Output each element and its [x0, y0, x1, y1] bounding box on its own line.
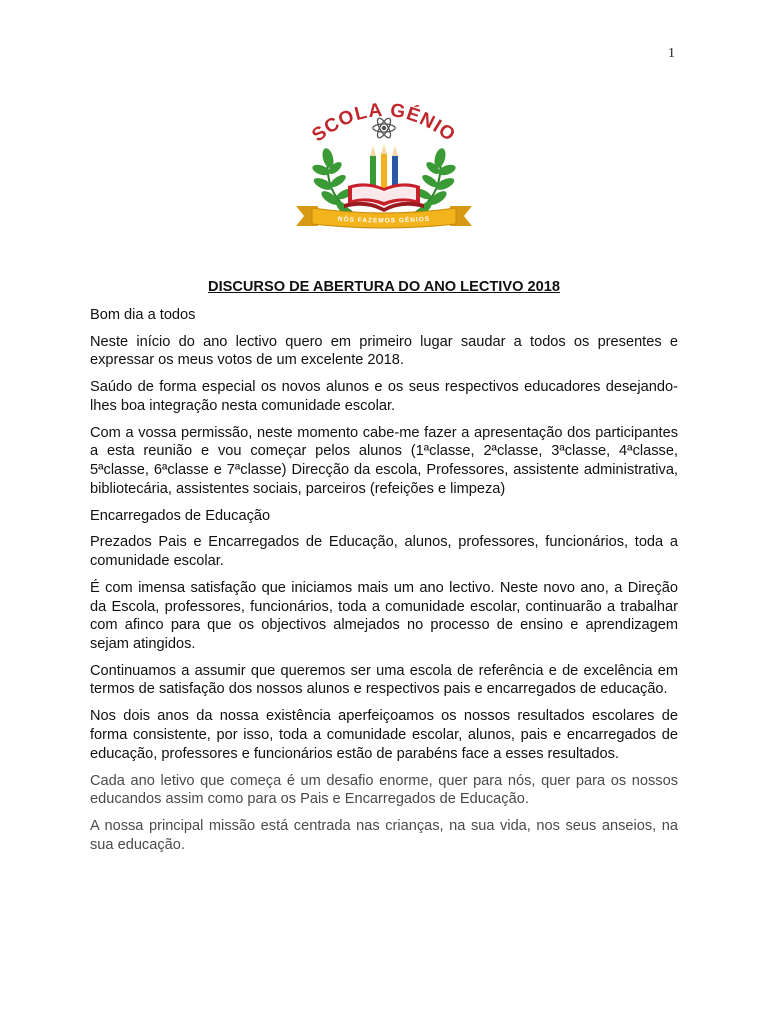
paragraph-participants: Com a vossa permissão, neste momento cabe-me fazer a apresentação dos participantes a esta reunião e vou começar pelos alunos (1ªclasse, 2ªclasse, 3ªclasse, 4ªclasse, 5ªclasse, 6ªclasse e 7ªclasse) Direcção da escola, Professores, assistente administrativa, bibliotecária, assistentes sociais, parceiros (refeições e limpeza) [90, 424, 678, 497]
logo-name-text: SCOLA GÉNIO [308, 99, 460, 147]
school-logo [288, 94, 480, 234]
pencils-icon [370, 144, 398, 190]
logo-banner-text: NÓS FAZEMOS GÉNIOS [337, 215, 431, 225]
paragraph-reference: Continuamos a assumir que queremos ser uma escola de referência e de excelência em termos de satisfação dos nossos alunos e respectivos pais e encarregados de educação. [90, 662, 678, 698]
document-title: DISCURSO DE ABERTURA DO ANO LECTIVO 2018 [208, 279, 560, 295]
paragraph-address: Prezados Pais e Encarregados de Educação, alunos, professores, funcionários, toda a comunidade escolar. [90, 534, 678, 570]
paragraph-welcome: Neste início do ano lectivo quero em primeiro lugar saudar a todos os presentes e expressar os meus votos de um excelente 2018. [90, 333, 678, 369]
paragraph-new-students: Saúdo de forma especial os novos alunos e os seus respectivos educadores desejando-lhes boa integração nesta comunidade escolar. [90, 379, 678, 414]
document-body [90, 278, 678, 863]
paragraph-new-year: É com imensa satisfação que iniciamos mais um ano lectivo. Neste novo ano, a Direção da Escola, professores, funcionários, toda a comunidade escolar, continuarão a trabalhar com afinco para que os objectivos almejados no processo de ensino e aprendizagem sejam atingidos. [90, 580, 678, 652]
paragraph-challenge: Cada ano letivo que começa é um desafio enorme, quer para nós, quer para os nossos educandos assim como para os Pais e Encarregados de Educação. [90, 772, 678, 808]
paragraph-greeting: Bom dia a todos [90, 306, 196, 323]
paragraph-results: Nos dois anos da nossa existência aperfeiçoamos os nossos resultados escolares de forma consistente, por isso, toda a comunidade escolar, alunos, pais e encarregados de educação, professores e funcionários estão de parabéns face a esses resultados. [90, 708, 678, 762]
paragraph-mission: A nossa principal missão está centrada nas crianças, na sua vida, nos seus anseios, na sua educação. [90, 818, 678, 853]
paragraph-guardians-heading: Encarregados de Educação [90, 507, 271, 524]
page-number: 1 [668, 46, 675, 61]
